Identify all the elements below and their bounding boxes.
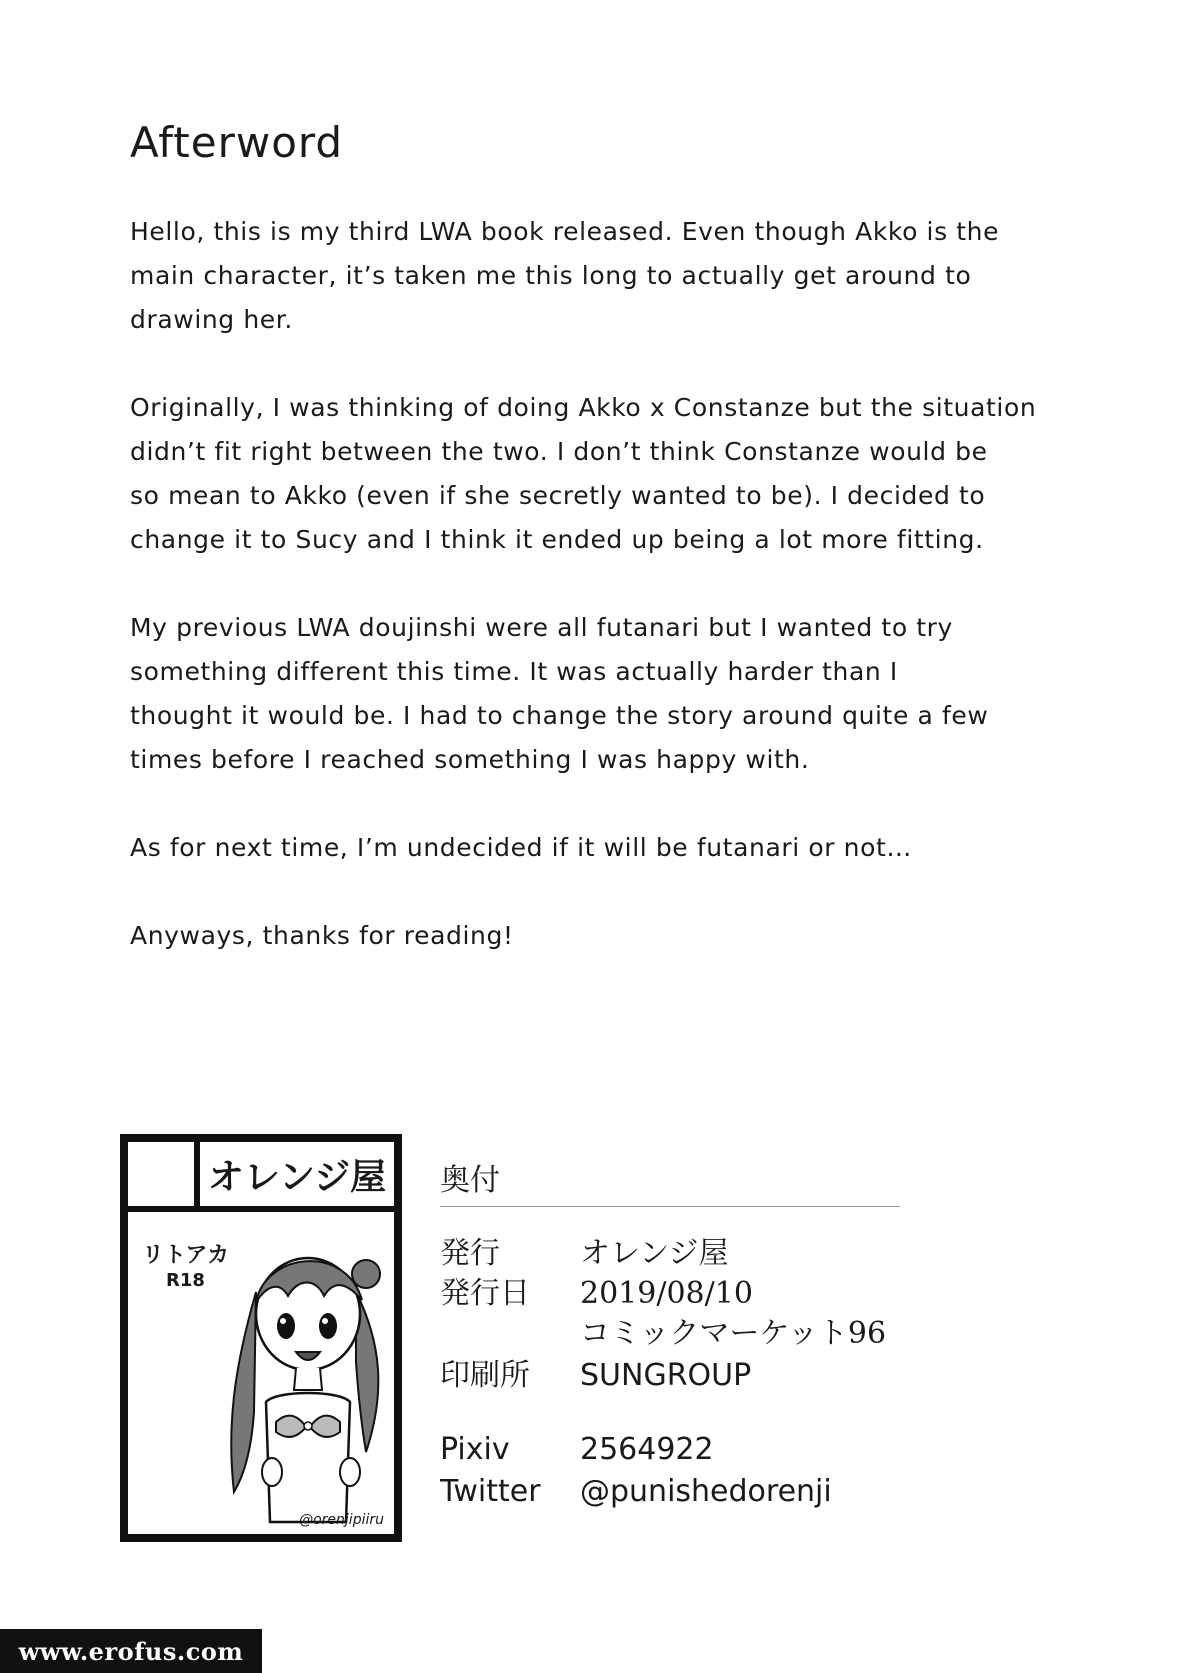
text-line: didn’t fit right between the two. I don’t think Constanze would be (130, 437, 988, 466)
pixiv-label: Pixiv (440, 1432, 510, 1467)
text-line: My previous LWA doujinshi were all futanari but I wanted to try (130, 613, 953, 642)
colophon-date-row (440, 1268, 753, 1312)
text-line: thought it would be. I had to change the story around quite a few (130, 701, 989, 730)
text-line: As for next time, I’m undecided if it will be futanari or not… (130, 833, 912, 862)
cut-rating: R18 (166, 1270, 205, 1291)
twitter-value: @punishedorenji (580, 1474, 832, 1509)
text-line: times before I reached something I was happy with. (130, 745, 810, 774)
paragraph-5 (130, 914, 1090, 958)
text-line: something different this time. It was actually harder than I (130, 657, 898, 686)
colophon-heading: 奥付 (440, 1163, 500, 1198)
printer-label: 印刷所 (440, 1358, 530, 1393)
cut-circle-name: オレンジ屋 (200, 1142, 394, 1212)
date-value: 2019/08/10 (580, 1276, 753, 1311)
text-line: Originally, I was thinking of doing Akko x Constanze but the situation (130, 393, 1037, 422)
text-line: Hello, this is my third LWA book released. Even though Akko is the (130, 217, 1000, 246)
artist-signature: @orenjipiiru (299, 1512, 384, 1528)
paragraph-3 (130, 606, 1090, 782)
afterword-body (130, 210, 1090, 1002)
text-line: Anyways, thanks for reading! (130, 921, 514, 950)
paragraph-1 (130, 210, 1090, 342)
circle-cut (120, 1134, 402, 1542)
printer-value: SUNGROUP (580, 1358, 752, 1393)
publisher-value: オレンジ屋 (580, 1236, 729, 1271)
colophon-divider (440, 1206, 900, 1207)
paragraph-4 (130, 826, 1090, 870)
colophon-publisher-row (440, 1228, 729, 1272)
colophon-pixiv-row (440, 1432, 714, 1467)
text-line: so mean to Akko (even if she secretly wanted to be). I decided to (130, 481, 986, 510)
date-label: 発行日 (440, 1276, 530, 1311)
paragraph-2 (130, 386, 1090, 562)
text-line: change it to Sucy and I think it ended up being a lot more fitting. (130, 525, 984, 554)
colophon-printer-row (440, 1350, 751, 1394)
publisher-label: 発行 (440, 1236, 500, 1271)
event-value: コミックマーケット96 (580, 1316, 887, 1351)
twitter-label: Twitter (440, 1474, 541, 1509)
watermark: www.erofus.com (0, 1629, 262, 1673)
character-illustration (216, 1222, 400, 1534)
cut-book-title: リトアカ (142, 1243, 230, 1268)
cut-space-box (128, 1142, 200, 1212)
text-line: drawing her. (130, 305, 293, 334)
text-line: main character, it’s taken me this long to actually get around to (130, 261, 972, 290)
colophon-twitter-row (440, 1474, 832, 1509)
pixiv-value: 2564922 (580, 1432, 714, 1467)
afterword-title: Afterword (130, 118, 344, 167)
